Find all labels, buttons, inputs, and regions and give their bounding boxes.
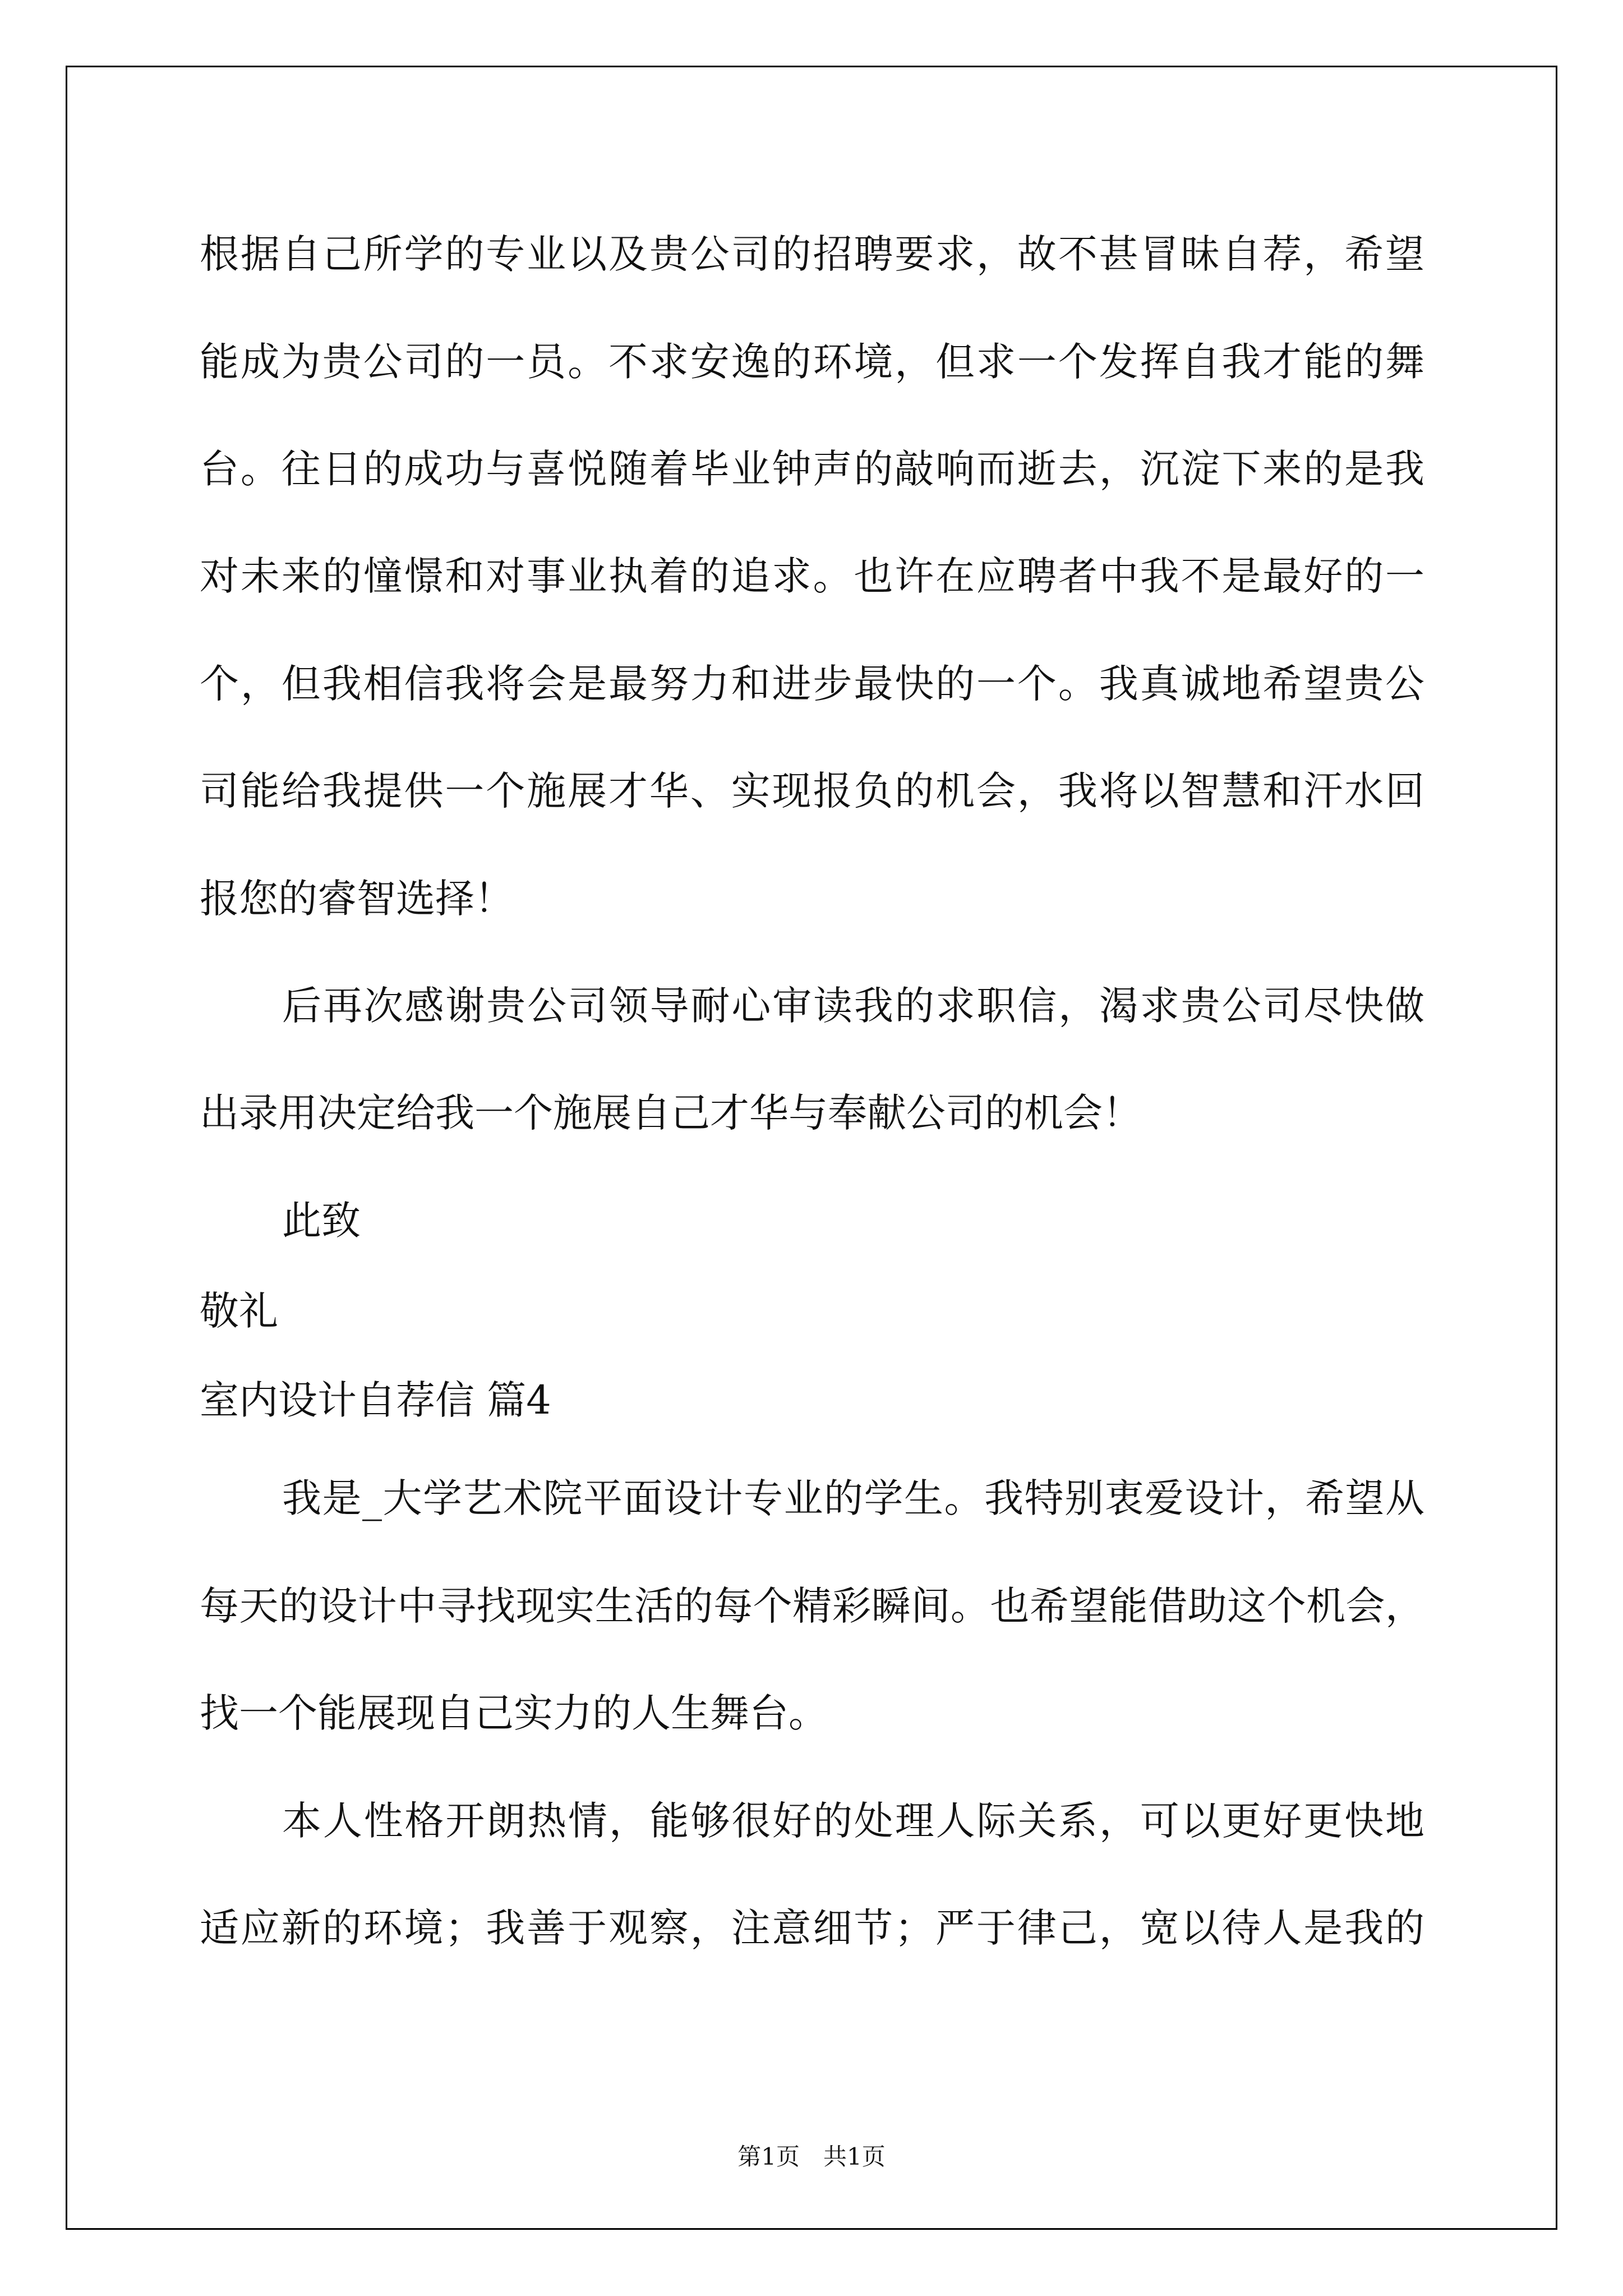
section-heading: 室内设计自荐信 篇4 — [200, 1377, 551, 1423]
body-line: 司能给我提供一个施展才华、实现报负的机会，我将以智慧和汗水回 — [200, 768, 1424, 814]
closing-regards: 敬礼 — [200, 1288, 278, 1334]
body-line: 能成为贵公司的一员。不求安逸的环境，但求一个发挥自我才能的舞 — [200, 339, 1424, 385]
body-line: 找一个能展现自己实力的人生舞台。 — [200, 1690, 828, 1736]
paragraph-first-line: 后再次感谢贵公司领导耐心审读我的求职信，渴求贵公司尽快做 — [282, 983, 1424, 1029]
page-footer: 第1页 共1页 — [737, 2143, 886, 2170]
body-line: 适应新的环境；我善于观察，注意细节；严于律己，宽以待人是我的 — [200, 1905, 1424, 1951]
body-line: 出录用决定给我一个施展自己才华与奉献公司的机会！ — [200, 1090, 1142, 1136]
closing-salutation: 此致 — [282, 1198, 361, 1244]
paragraph-first-line: 我是_大学艺术院平面设计专业的学生。我特别衷爱设计，希望从 — [282, 1475, 1424, 1521]
body-line: 对未来的憧憬和对事业执着的追求。也许在应聘者中我不是最好的一 — [200, 553, 1424, 599]
body-line: 报您的睿智选择！ — [200, 876, 514, 922]
body-line: 个，但我相信我将会是最努力和进步最快的一个。我真诚地希望贵公 — [200, 661, 1424, 707]
body-line: 台。往日的成功与喜悦随着毕业钟声的敲响而逝去，沉淀下来的是我 — [200, 446, 1424, 492]
body-line: 根据自己所学的专业以及贵公司的招聘要求，故不甚冒昧自荐，希望 — [200, 231, 1424, 277]
body-line: 每天的设计中寻找现实生活的每个精彩瞬间。也希望能借助这个机会， — [200, 1583, 1424, 1629]
paragraph-first-line: 本人性格开朗热情，能够很好的处理人际关系，可以更好更快地 — [282, 1798, 1424, 1844]
